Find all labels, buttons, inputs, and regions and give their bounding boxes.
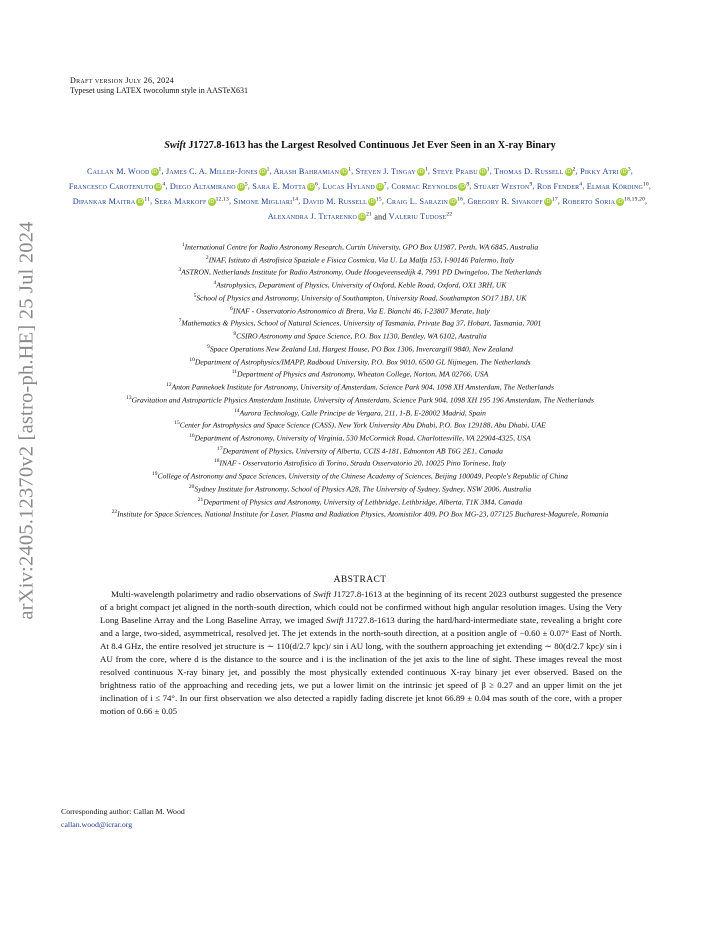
orcid-icon[interactable]: iD xyxy=(341,168,347,175)
author-conjunction: and xyxy=(374,212,387,222)
author-name-item[interactable] xyxy=(474,182,533,191)
typeset-line: Typeset using LATEX twocolumn style in AASTeX631 xyxy=(70,86,248,95)
author-affiliation-marker: 2 xyxy=(572,166,576,172)
orcid-icon[interactable]: iD xyxy=(545,199,551,206)
abstract-fragment: Multi-wavelength polarimetry and radio observations of xyxy=(111,589,314,599)
affiliation-item xyxy=(55,304,665,317)
author-name-item[interactable] xyxy=(323,182,387,191)
affiliation-item xyxy=(55,291,665,304)
orcid-icon[interactable]: iD xyxy=(450,199,456,206)
affiliation-number: 20 xyxy=(188,483,195,490)
author-name-item[interactable] xyxy=(467,197,557,206)
affiliation-item xyxy=(55,393,665,406)
arxiv-stamp-text: arXiv:2405.12370v2 [astro-ph.HE] 25 Jul 2024 xyxy=(15,220,38,620)
author-affiliation-marker: 3 xyxy=(627,166,631,172)
abstract-italic-fragment: Swift xyxy=(326,614,344,625)
abstract-heading: ABSTRACT xyxy=(333,575,387,585)
corresponding-email-link[interactable]: callan.wood@icrar.org xyxy=(61,819,133,829)
affiliation-text: College of Astronomy and Space Sciences, University of the Chinese Academy of Sciences, Beijing 100049, People's Republic of China xyxy=(157,471,568,481)
orcid-icon[interactable]: iD xyxy=(259,168,266,175)
affiliation-text: Anton Pannekoek Institute for Astronomy, University of Amsterdam, Science Park 904, 1098 XH Amsterdam, The Netherlands xyxy=(171,382,554,392)
author-affiliation-marker: 15 xyxy=(375,196,382,203)
author-affiliation-marker: 1 xyxy=(266,166,270,172)
author-affiliation-marker: 8 xyxy=(466,181,470,188)
affiliation-item xyxy=(55,316,665,329)
affiliation-item xyxy=(55,482,665,495)
author-name[interactable]: Francesco Carotenuto xyxy=(68,181,154,191)
affiliation-item xyxy=(55,444,665,457)
affiliation-text: International Centre for Radio Astronomy Research, Curtin University, GPO Box U1987, Perth, WA 6845, Australia xyxy=(184,242,539,252)
affiliation-number: 16 xyxy=(189,433,195,440)
author-name-item[interactable] xyxy=(389,212,453,221)
affiliation-item xyxy=(55,355,665,368)
author-name[interactable]: Callan M. Wood xyxy=(86,166,150,176)
affiliation-number: 12 xyxy=(166,382,172,389)
affiliation-number: 17 xyxy=(217,445,223,452)
orcid-icon[interactable]: iD xyxy=(617,199,623,206)
author-name-item[interactable] xyxy=(562,197,645,206)
author-affiliation-marker: 11 xyxy=(144,196,151,203)
affiliation-item xyxy=(55,265,665,278)
affiliation-item xyxy=(55,240,665,253)
author-name-item[interactable] xyxy=(87,167,162,176)
author-name-item[interactable] xyxy=(268,212,372,221)
orcid-icon[interactable]: iD xyxy=(151,168,158,175)
author-name-item[interactable] xyxy=(69,182,166,191)
orcid-icon[interactable]: iD xyxy=(308,183,314,190)
author-affiliation-marker: 18,19,20 xyxy=(624,196,646,203)
author-name[interactable]: Diego Altamirano xyxy=(169,181,236,191)
author-name[interactable]: James C. A. Miller-Jones xyxy=(166,166,258,176)
affiliation-text: Space Operations New Zealand Ltd, Hargest House, PO Box 1306, Invercargill 9840, New Zealand xyxy=(209,344,513,354)
author-name[interactable]: Arash Bahramian xyxy=(273,166,340,176)
affiliation-number: 14 xyxy=(234,407,240,414)
affiliation-text: Department of Physics, University of Alberta, CCIS 4-181, Edmonton AB T6G 2E1, Canada xyxy=(222,446,503,456)
author-affiliation-marker: 5 xyxy=(244,181,248,188)
abstract-italic-fragment: Swift xyxy=(313,589,332,599)
affiliation-number: 2 xyxy=(205,254,209,261)
arxiv-identifier-stamp xyxy=(2,220,52,620)
author-name[interactable]: Gregory R. Sivakoff xyxy=(467,197,543,207)
affiliation-text: Gravitation and Astroparticle Physics Amsterdam Institute, University of Amsterdam, Science Park 904, 1098 XH 195 196 Amsterdam, The Netherlands xyxy=(131,395,594,405)
author-affiliation-marker: 1 xyxy=(486,166,490,172)
affiliation-item xyxy=(55,406,665,419)
author-name-item[interactable] xyxy=(386,197,463,206)
author-affiliation-marker: 16 xyxy=(457,196,463,203)
author-affiliation-marker: 1 xyxy=(424,166,428,172)
affiliation-text: Astrophysics, Department of Physics, University of Oxford, Keble Road, Oxford, OX1 3RH, UK xyxy=(216,280,507,290)
affiliation-item xyxy=(55,329,665,342)
affiliation-number: 22 xyxy=(111,509,118,516)
author-affiliation-marker: 6 xyxy=(315,181,319,188)
affiliation-item xyxy=(55,469,665,482)
title-italic-part: Swift xyxy=(164,140,186,151)
author-name-item[interactable] xyxy=(537,182,582,191)
affiliation-text: ASTRON, Netherlands Institute for Radio Astronomy, Oude Hoogeveensedijk 4, 7991 PD Dwingeloo, The Netherlands xyxy=(181,268,542,277)
affiliation-number: 6 xyxy=(230,305,233,312)
orcid-icon[interactable]: iD xyxy=(459,183,466,190)
author-name[interactable]: Steven J. Tingay xyxy=(355,166,416,176)
orcid-icon[interactable]: iD xyxy=(621,168,627,175)
title-rest: J1727.8-1613 has the Largest Resolved Continuous Jet Ever Seen in an X-ray Binary xyxy=(185,140,556,151)
affiliation-item xyxy=(55,342,665,355)
author-name-item[interactable] xyxy=(587,182,649,191)
affiliation-number: 5 xyxy=(193,292,197,299)
orcid-icon[interactable]: iD xyxy=(565,168,572,175)
affiliation-list xyxy=(55,240,665,520)
affiliation-text: INAF, Istituto di Astrofisica Spaziale e Fisica Cosmica, Via U. La Malfa 153, I-90146 Palermo, Italy xyxy=(208,255,515,265)
orcid-icon[interactable]: iD xyxy=(238,183,244,190)
orcid-icon[interactable]: iD xyxy=(208,199,215,206)
author-name[interactable]: Sara E. Motta xyxy=(252,181,307,191)
author-affiliation-marker: 9 xyxy=(529,181,533,188)
author-name-item[interactable] xyxy=(166,167,270,176)
affiliation-item xyxy=(55,278,665,291)
orcid-icon[interactable]: iD xyxy=(137,199,144,206)
author-affiliation-marker: 21 xyxy=(366,211,372,218)
affiliation-number: 21 xyxy=(197,496,204,503)
author-name[interactable]: Simone Migliari xyxy=(233,197,293,207)
affiliation-text: Department of Physics and Astronomy, Wheaton College, Norton, MA 02766, USA xyxy=(237,369,489,379)
affiliation-number: 19 xyxy=(152,471,158,478)
abstract-fragment: J1727.8-1613 during the hard/hard-intermediate state, revealing a bright core and a large, two-sided, asymmetrical, resolved jet. The jet extends in the north-south direction, at a position angle of −0.60 ± 0.07° East of North. At 8.4 GHz, the entire resolved jet structure is ∼ 110(d/2.7 kpc)/ sin i AU long, with the southern approaching jet extending ∼ 80(d/2.7 kpc)/ sin i AU from the core, where d is the distance to the source and i is the inclination of the jet axis to the line of sight. These images reveal the most resolved continuous X-ray binary jet, and possibly the most physically extended continuous X-ray binary jet ever observed. Based on the brightness ratio of the approaching and receding jets, we put a lower limit on the intrinsic jet speed of β ≥ 0.27 and an upper limit on the jet inclination of i ≤ 74°. In our first observation we also detected a rapidly fading discrete jet knot 66.89 ± 0.04 mas south of the core, with a proper motion of 0.66 ± 0.05 xyxy=(100,614,622,716)
author-name[interactable]: Alexandra J. Tetarenko xyxy=(267,212,358,222)
running-header xyxy=(70,76,248,96)
affiliation-number: 7 xyxy=(178,318,182,325)
affiliation-text: Institute for Space Sciences, National Institute for Laser, Plasma and Radiation Physics, Atomistilor 409, PO Box MG-23, 077125 Bucharest-Magurele, Romania xyxy=(117,509,609,519)
affiliation-number: 10 xyxy=(189,356,195,363)
author-name[interactable]: Steve Prabu xyxy=(432,166,478,176)
affiliation-number: 3 xyxy=(178,267,182,274)
author-affiliation-marker: 22 xyxy=(446,211,453,218)
author-name[interactable]: Cormac Reynolds xyxy=(391,181,458,191)
author-name[interactable]: Roberto Soria xyxy=(562,197,616,207)
affiliation-item xyxy=(55,431,665,444)
author-list: Callan M. Wood $iD^1$, James C. A. Miller-Jones $iD^1$, Arash Bahramian $iD^1$, Steven J. Tingay $iD^1$, Steve Prabu $iD^1$, Thomas D. Russell $iD^2$, Pikky Atri $iD^3$, Francesco Carotenuto $iD^4$, Diego Altamirano $iD^5$, Sara E. Motta $iD^6$, Lucas Hyland $iD^7$, Cormac Reynolds $iD^8$, Stuart Weston$^9$, Rob Fender$^4$, Elmar Körding$^{10}$, Dipankar Maitra $iD^{11}$, Sera Markoff iD$^{12,13}$, Simone Migliari$^{14}$, David M. Russell $iD^{15}$, Craig L. Sarazin $iD^{16}$, Gregory R. Sivakoff $iD^{17}$, Roberto Soria iD$^{18,19,20}$, Alexandra J. Tetarenko $iD^{21}$ and Valeriu Tudose$^{22}$ xyxy=(68,166,652,222)
author-affiliation-marker: 1 xyxy=(348,166,352,172)
affiliation-text: School of Physics and Astronomy, University of Southampton, University Road, Southampton SO17 1BJ, UK xyxy=(196,293,527,303)
author-affiliation-marker: 17 xyxy=(551,196,558,203)
author-affiliation-marker: 7 xyxy=(383,181,387,188)
author-affiliation-marker: 14 xyxy=(292,196,299,203)
affiliation-text: Aurora Technology, Calle Principe de Vergara, 211, 1-B, E-28002 Madrid, Spain xyxy=(239,408,486,418)
author-name[interactable]: Stuart Weston xyxy=(473,181,530,191)
affiliation-number: 9 xyxy=(207,343,210,350)
affiliation-item xyxy=(55,380,665,393)
affiliation-text: Sydney Institute for Astronomy, School of Physics A28, The University of Sydney, Sydney, NSW 2006, Australia xyxy=(194,484,532,494)
author-name-item[interactable] xyxy=(494,167,576,176)
author-name-item[interactable] xyxy=(432,167,489,176)
affiliation-text: Department of Astrophysics/IMAPP, Radboud University, P.O. Box 9010, 6500 GL Nijmegen, The Netherlands xyxy=(194,357,531,367)
author-name[interactable]: Craig L. Sarazin xyxy=(386,197,449,207)
author-affiliation-marker: 4 xyxy=(162,181,166,188)
orcid-icon[interactable]: iD xyxy=(369,199,375,206)
author-name-item[interactable] xyxy=(233,197,298,206)
author-name-item[interactable] xyxy=(252,182,318,191)
author-name-item[interactable] xyxy=(170,182,248,191)
abstract-fragment: J1727.8-1613 at the beginning of its recent 2023 outburst suggested the presence of a bright compact jet aligned in the north-south direction, which could not be confirmed without high angular resolution images. Using the Very Long Baseline Array and the Long Baseline Array, we imaged xyxy=(100,589,622,625)
author-name[interactable]: Rob Fender xyxy=(536,181,580,191)
author-name-item[interactable] xyxy=(303,197,382,206)
author-name[interactable]: Sera Markoff xyxy=(154,197,207,207)
author-name[interactable]: Valeriu Tudose xyxy=(388,212,447,222)
author-affiliation-marker: 1 xyxy=(158,166,162,172)
author-name[interactable]: Pikky Atri xyxy=(580,166,619,176)
author-name-item[interactable] xyxy=(580,167,631,176)
affiliation-number: 8 xyxy=(233,331,237,338)
author-name[interactable]: Thomas D. Russell xyxy=(494,166,564,176)
footnote xyxy=(61,806,185,831)
affiliation-number: 13 xyxy=(126,394,132,401)
author-affiliation-marker: 10 xyxy=(642,181,649,188)
affiliation-text: INAF - Osservatorio Astrofisico di Torino, Strada Osservatorio 20, 10025 Pino Torinese, Italy xyxy=(219,459,507,469)
affiliation-item xyxy=(55,367,665,380)
orcid-icon[interactable]: iD xyxy=(359,214,365,221)
affiliation-number: 18 xyxy=(213,458,220,465)
draft-version-line: Draft version July 26, 2024 xyxy=(70,76,175,85)
affiliation-item xyxy=(55,495,665,508)
affiliation-item xyxy=(55,507,665,520)
author-name[interactable]: Elmar Körding xyxy=(586,181,643,191)
author-affiliation-marker: 4 xyxy=(579,181,583,188)
affiliation-item xyxy=(55,418,665,431)
author-name[interactable]: Lucas Hyland xyxy=(322,181,375,191)
author-name-item[interactable] xyxy=(73,197,150,206)
orcid-icon[interactable]: iD xyxy=(377,183,383,190)
orcid-icon[interactable]: iD xyxy=(155,183,162,190)
orcid-icon[interactable]: iD xyxy=(418,168,424,175)
paper-title xyxy=(60,140,660,151)
author-name-item[interactable] xyxy=(356,167,428,176)
author-affiliation-marker: 12,13 xyxy=(215,196,229,203)
author-name-item[interactable] xyxy=(155,197,229,206)
author-name-item[interactable] xyxy=(391,182,469,191)
affiliation-number: 15 xyxy=(174,420,180,427)
corresponding-author: Corresponding author: Callan M. Wood xyxy=(61,807,185,816)
affiliation-text: CSIRO Astronomy and Space Science, P.O. Box 1130, Bentley, WA 6102, Australia xyxy=(236,331,487,341)
author-name-item[interactable] xyxy=(274,167,351,176)
author-name[interactable]: David M. Russell xyxy=(302,197,367,207)
affiliation-number: 4 xyxy=(213,280,217,287)
affiliation-item xyxy=(55,253,665,266)
affiliation-text: Center for Astrophysics and Space Science (CASS), New York University Abu Dhabi, P.O. Box 129188, Abu Dhabi, UAE xyxy=(179,420,546,430)
affiliation-number: 11 xyxy=(231,369,237,376)
abstract-text xyxy=(100,588,622,718)
affiliation-item xyxy=(55,456,665,469)
affiliation-text: Department of Astronomy, University of Virginia, 530 McCormick Road, Charlottesville, VA 22904-4325, USA xyxy=(194,433,531,443)
orcid-icon[interactable]: iD xyxy=(479,168,486,175)
author-name[interactable]: Dipankar Maitra xyxy=(72,197,136,207)
affiliation-number: 1 xyxy=(181,242,185,248)
affiliation-text: Department of Physics and Astronomy, University of Lethbridge, Lethbridge, Alberta, T1K 3M4, Canada xyxy=(203,497,523,507)
affiliation-text: Mathematics & Physics, School of Natural Sciences, University of Tasmania, Private Bag 37, Hobart, Tasmania, 7001 xyxy=(181,318,542,328)
affiliation-text: INAF - Osservatorio Astronomico di Brera, Via E. Bianchi 46, I-23807 Merate, Italy xyxy=(232,306,490,316)
